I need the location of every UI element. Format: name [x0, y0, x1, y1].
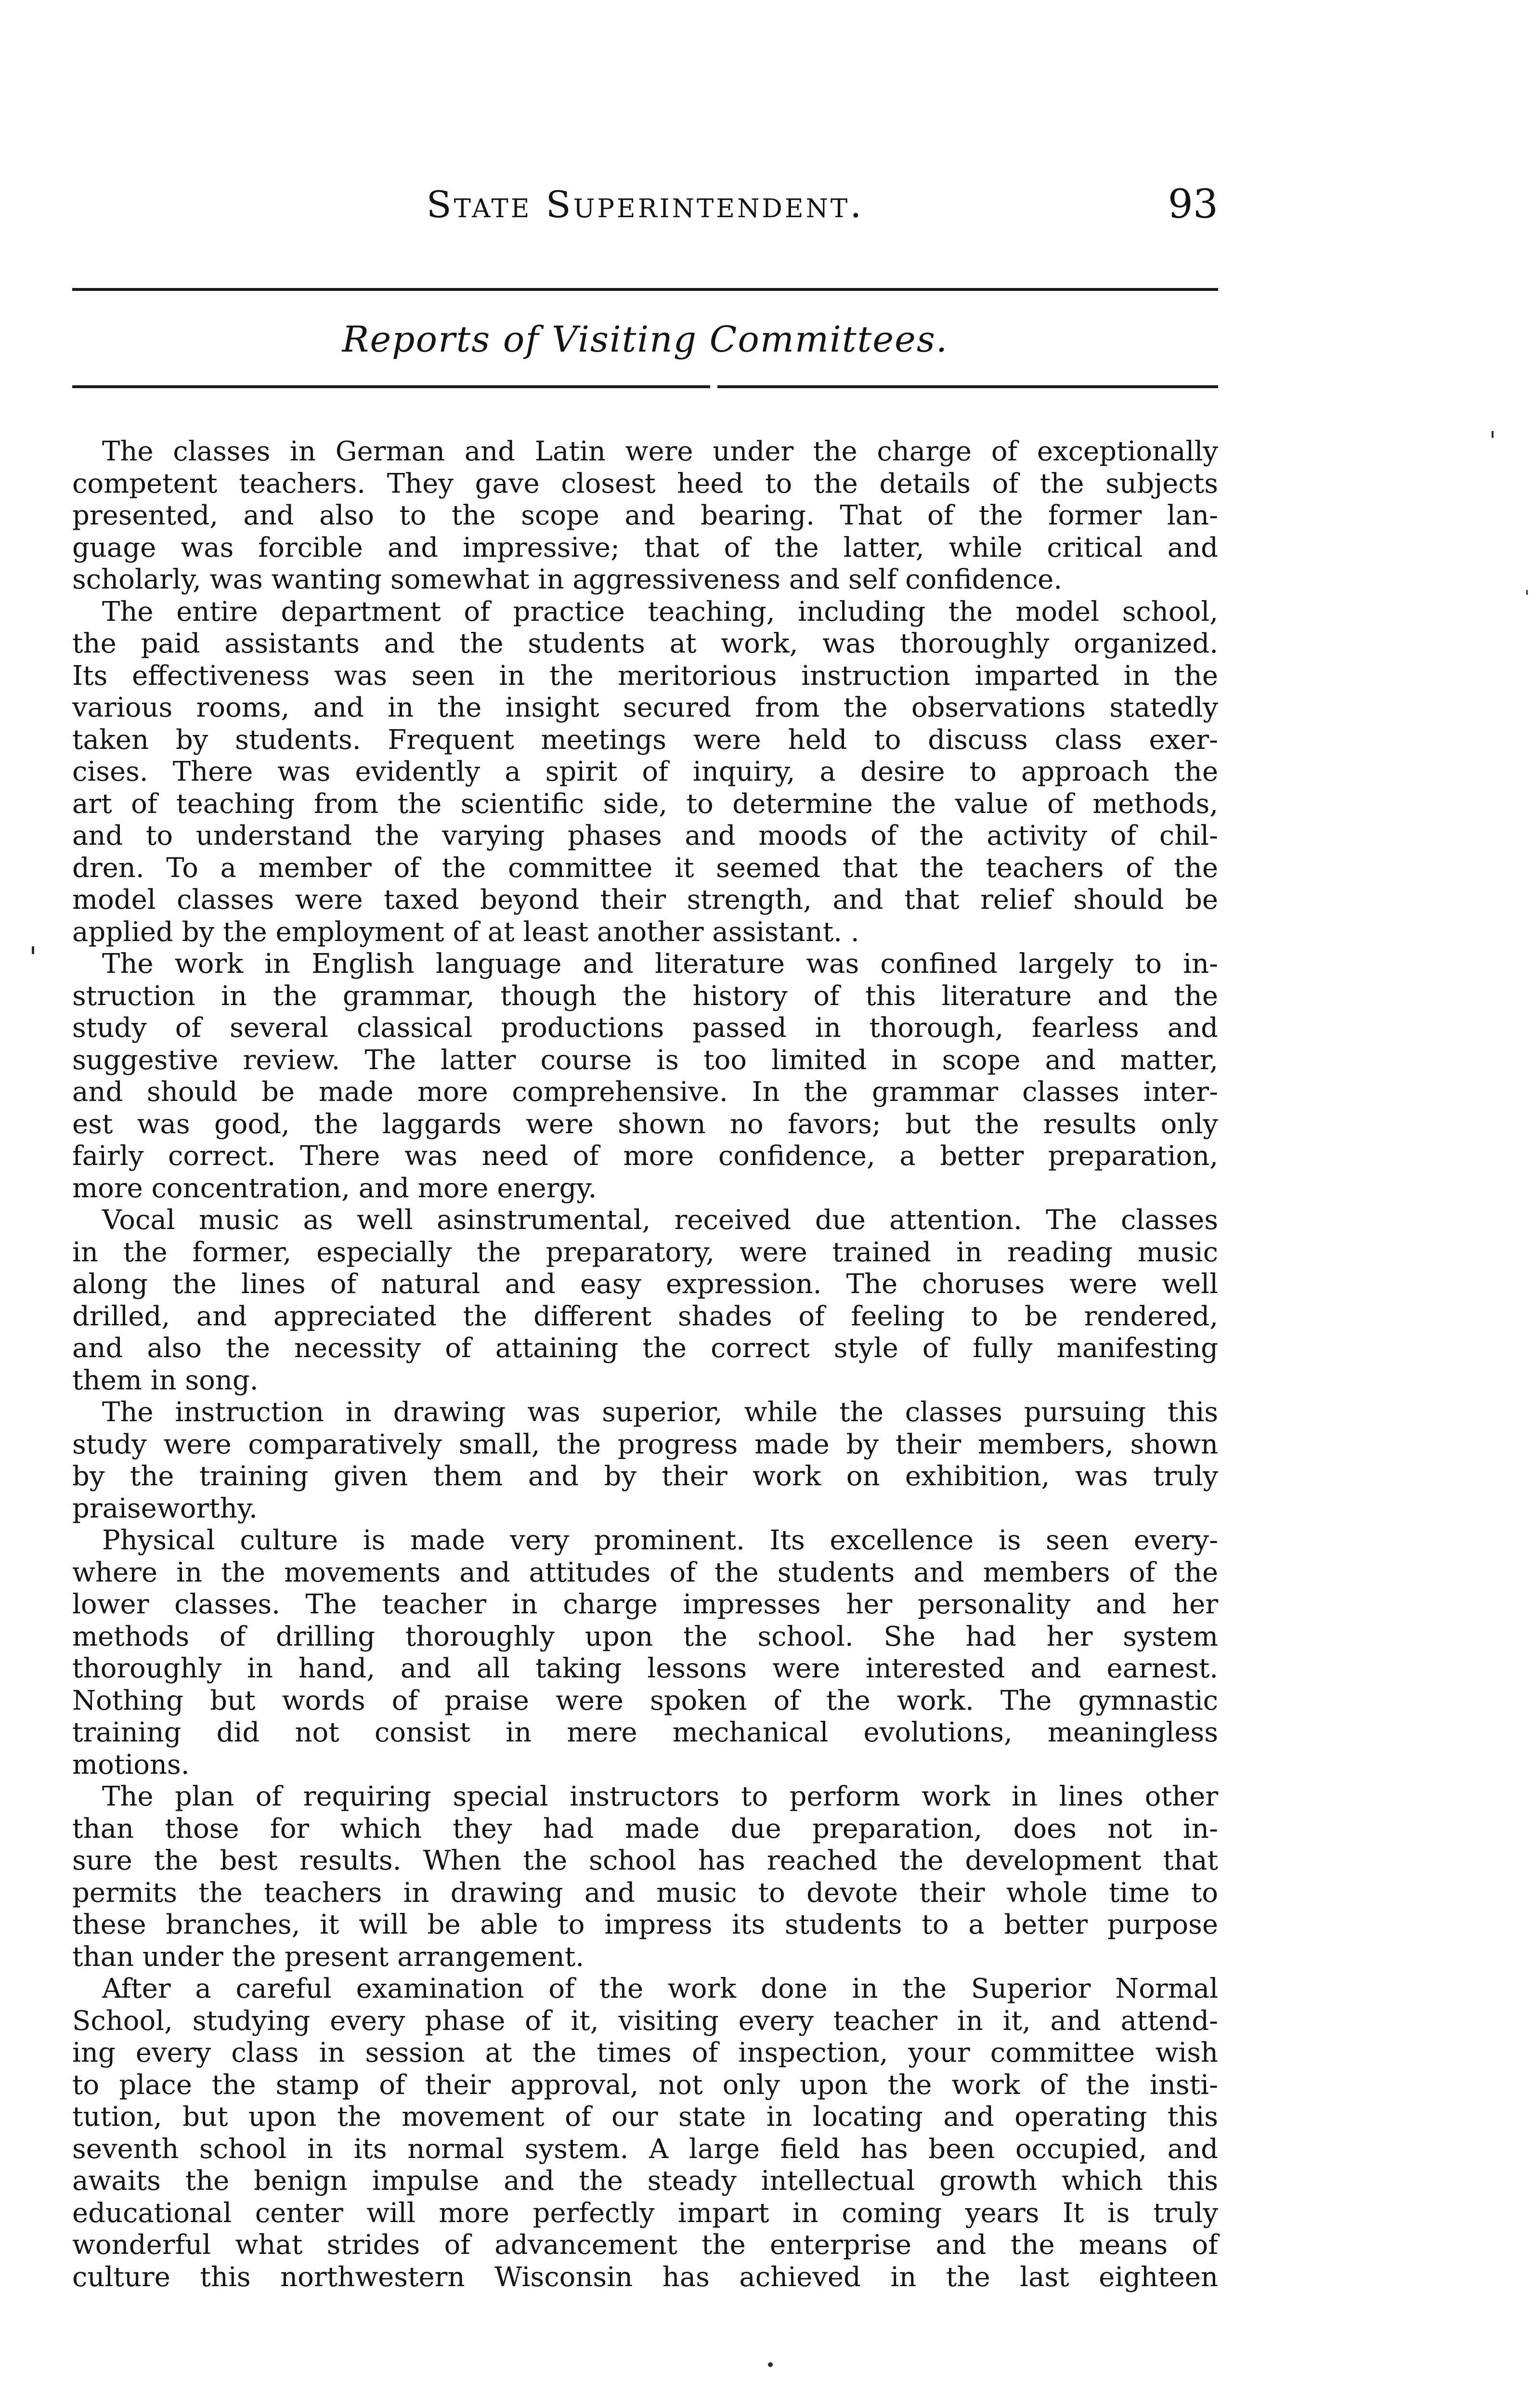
running-header [72, 181, 1218, 229]
section-rule-right [717, 385, 1218, 388]
text-line: struction in the grammar, though the history of this literature and the [72, 980, 1218, 1012]
text-line: methods of drilling thoroughly upon the school. She had her system [72, 1621, 1218, 1652]
text-line: wonderful what strides of advancement the enterprise and the means of [72, 2229, 1218, 2261]
text-line: presented, and also to the scope and bearing. That of the former lan- [72, 500, 1218, 531]
page-number: 93 [1168, 182, 1218, 227]
text-line: The work in English language and literature was confined largely to in- [102, 948, 1218, 980]
text-line: cises. There was evidently a spirit of inquiry, a desire to approach the [72, 756, 1218, 787]
text-line: guage was forcible and impressive; that of the latter, while critical and [72, 532, 1218, 563]
text-line: permits the teachers in drawing and music to devote their whole time to [72, 1877, 1218, 1909]
text-line: The instruction in drawing was superior, while the classes pursuing this [102, 1397, 1218, 1428]
print-mark [1526, 590, 1528, 595]
text-line: where in the movements and attitudes of the students and members of the [72, 1557, 1218, 1588]
text-line: and also the necessity of attaining the correct style of fully manifesting [72, 1333, 1218, 1364]
text-line: culture this northwestern Wisconsin has achieved in the last eighteen [72, 2261, 1218, 2293]
print-mark [1492, 431, 1494, 438]
text-line: After a careful examination of the work done in the Superior Normal [102, 1973, 1218, 2004]
text-line: in the former, especially the preparatory, were trained in reading music [72, 1236, 1218, 1268]
body-text [72, 436, 1218, 2293]
text-line: various rooms, and in the insight secured from the observations statedly [72, 692, 1218, 723]
text-line: than those for which they had made due preparation, does not in- [72, 1813, 1218, 1845]
text-line: The entire department of practice teaching, including the model school, [102, 596, 1218, 628]
text-line: Physical culture is made very prominent. Its excellence is seen every- [102, 1525, 1218, 1556]
running-title: State Superintendent. [426, 183, 864, 226]
text-line: and should be made more comprehensive. In the grammar classes inter- [72, 1076, 1218, 1108]
text-line: seventh school in its normal system. A large field has been occupied, and [72, 2133, 1218, 2165]
text-line: study were comparatively small, the progress made by their members, shown [72, 1428, 1218, 1460]
text-line: competent teachers. They gave closest heed to the details of the subjects [72, 468, 1218, 499]
text-line: and to understand the varying phases and moods of the activity of chil- [72, 820, 1218, 851]
text-line: than under the present arrangement. [72, 1941, 585, 1973]
text-line: suggestive review. The latter course is too limited in scope and matter, [72, 1044, 1218, 1076]
text-line: lower classes. The teacher in charge impresses her personality and her [72, 1589, 1218, 1620]
text-line: educational center will more perfectly impart in coming years It is truly [72, 2197, 1218, 2229]
text-line: by the training given them and by their work on exhibition, was truly [72, 1461, 1218, 1492]
text-line: ing every class in session at the times of inspection, your committee wish [72, 2037, 1218, 2068]
text-line: training did not consist in mere mechanical evolutions, meaningless [72, 1717, 1218, 1748]
text-line: Vocal music as well asinstrumental, received due attention. The classes [102, 1204, 1218, 1236]
text-line: The plan of requiring special instructors to perform work in lines other [102, 1781, 1218, 1812]
text-line: The classes in German and Latin were under the charge of exceptionally [102, 436, 1218, 467]
text-line: more concentration, and more energy. [72, 1172, 597, 1204]
text-line: them in song. [72, 1364, 259, 1396]
text-line: to place the stamp of their approval, not only upon the work of the insti- [72, 2069, 1218, 2101]
print-mark [32, 946, 34, 954]
text-line: Its effectiveness was seen in the meritorious instruction imparted in the [72, 660, 1218, 692]
text-line: taken by students. Frequent meetings were held to discuss class exer- [72, 724, 1218, 756]
text-line: est was good, the laggards were shown no favors; but the results only [72, 1108, 1218, 1140]
text-line: thoroughly in hand, and all taking lessons were interested and earnest. [72, 1653, 1218, 1684]
text-line: applied by the employment of at least another assistant. . [72, 916, 859, 948]
text-line: model classes were taxed beyond their strength, and that relief should be [72, 884, 1218, 916]
text-line: scholarly, was wanting somewhat in aggressiveness and self confidence. [72, 564, 1063, 595]
text-line: drilled, and appreciated the different shades of feeling to be rendered, [72, 1300, 1218, 1332]
text-line: Nothing but words of praise were spoken of the work. The gymnastic [72, 1685, 1218, 1716]
text-line: art of teaching from the scientific side, to determine the value of methods, [72, 788, 1218, 820]
text-line: tution, but upon the movement of our state in locating and operating this [72, 2101, 1218, 2133]
print-mark [768, 2362, 773, 2367]
text-line: study of several classical productions passed in thorough, fearless and [72, 1012, 1218, 1044]
section-rule-left [72, 385, 710, 388]
header-rule [72, 288, 1218, 291]
text-line: School, studying every phase of it, visiting every teacher in it, and attend- [72, 2005, 1218, 2037]
text-line: the paid assistants and the students at work, was thoroughly organized. [72, 628, 1218, 659]
section-title: Reports of Visiting Committees. [342, 319, 948, 360]
text-line: dren. To a member of the committee it seemed that the teachers of the [72, 852, 1218, 884]
text-line: praiseworthy. [72, 1492, 258, 1524]
text-line: along the lines of natural and easy expression. The choruses were well [72, 1269, 1218, 1300]
text-line: motions. [72, 1749, 190, 1780]
text-line: these branches, it will be able to impress its students to a better purpose [72, 1909, 1218, 1940]
text-line: sure the best results. When the school has reached the development that [72, 1845, 1218, 1876]
text-line: awaits the benign impulse and the steady intellectual growth which this [72, 2165, 1218, 2197]
text-line: fairly correct. There was need of more confidence, a better preparation, [72, 1140, 1218, 1172]
